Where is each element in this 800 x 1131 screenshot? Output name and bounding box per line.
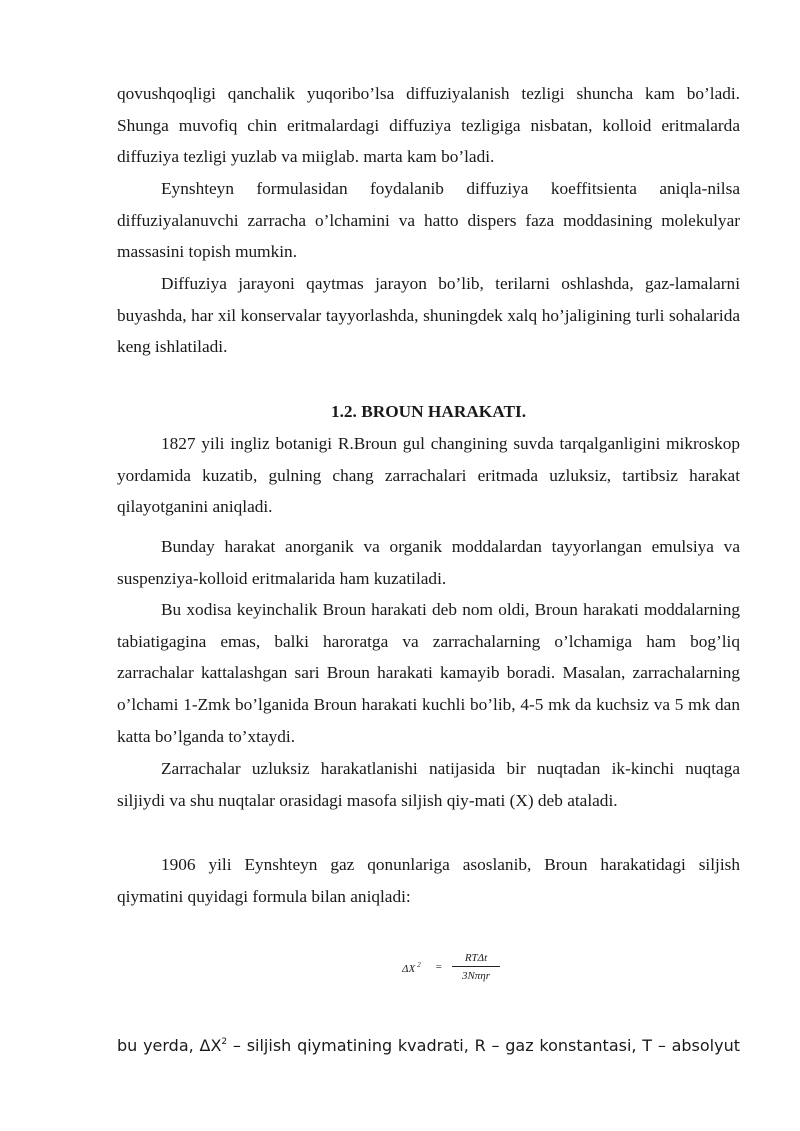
formula-equals: = [435, 961, 443, 973]
paragraph-displacement: Zarrachalar uzluksiz harakatlanishi natijasida bir nuqtadan ik-kinchi nuqtaga siljiydi va shu nuqtalar orasidagi masofa siljish qiy-mati (X) deb ataladi. [117, 759, 740, 810]
paragraph-emulsion: Bunday harakat anorganik va organik moddalardan tayyorlangan emulsiya va suspenziya-kolloid eritmalarida ham kuzatiladi. [117, 537, 740, 588]
paragraph-einstein-1906: 1906 yili Eynshteyn gaz qonunlariga asoslanib, Broun harakatidagi siljish qiymatini quyidagi formula bilan aniqladi: [117, 855, 740, 906]
section-heading: 1.2. BROUN HARAKATI. [330, 402, 527, 421]
paragraph-where-definitions: bu yerda, $\Delta X^2$ – siljish qiymatining kvadrati, R – gaz konstantasi, T – absolyut [117, 1036, 741, 1055]
paragraph-broun-1827: 1827 yili ingliz botanigi R.Broun gul changining suvda tarqalganligini mikroskop yordamida kuzatib, gulning chang zarrachalari eritmada uzluksiz, tartibsiz harakat qilayotganini aniqladi. [117, 434, 740, 517]
formula-numerator: RTΔt [464, 952, 488, 964]
paragraph-diffusion-viscosity: qovushqoqligi qanchalik yuqoribo’lsa diffuziyalanish tezligi shuncha kam bo’ladi. Shunga muvofiq chin eritmalardagi diffuziya tezligiga nisbatan, kolloid eritmalarda diffuziya tezligi yuzlab va miiglab. marta kam bo’ladi. [117, 84, 740, 167]
fraction-bar [452, 966, 500, 967]
paragraph-broun-motion: Bu xodisa keyinchalik Broun harakati deb nom oldi, Broun harakati moddalarning tabiatigagina emas, balki haroratga va zarrachalarning o’lchamiga ham bog’liq zarrachalar kattalashgan sari Broun harakati kamayib boradi. Masalan, zarrachalarning o’lchami 1-Zmk bo’lganida Broun harakati kuchli bo’lib, 4-5 mk da kuchsiz va 5 mk dan katta bo’lganda to’xtaydi. [117, 600, 740, 746]
formula-lhs: ΔX $^2$ [402, 961, 421, 975]
formula-denominator: 3Nπηr [461, 970, 491, 982]
paragraph-diffusion-usage: Diffuziya jarayoni qaytmas jarayon bo’lib, terilarni oshlashda, gaz-lamalarni buyashda, har xil konservalar tayyorlashda, shuningdek xalq ho’jaligining turli sohalarida keng ishlatiladi. [117, 274, 740, 357]
paragraph-einstein-formula: Eynshteyn formulasidan foydalanib diffuziya koeffitsienta aniqla-nilsa diffuziyalanuvchi zarracha o’lchamini va hatto dispers faza moddasining molekulyar massasini topish mumkin. [117, 179, 740, 262]
formula-fraction [452, 951, 500, 983]
